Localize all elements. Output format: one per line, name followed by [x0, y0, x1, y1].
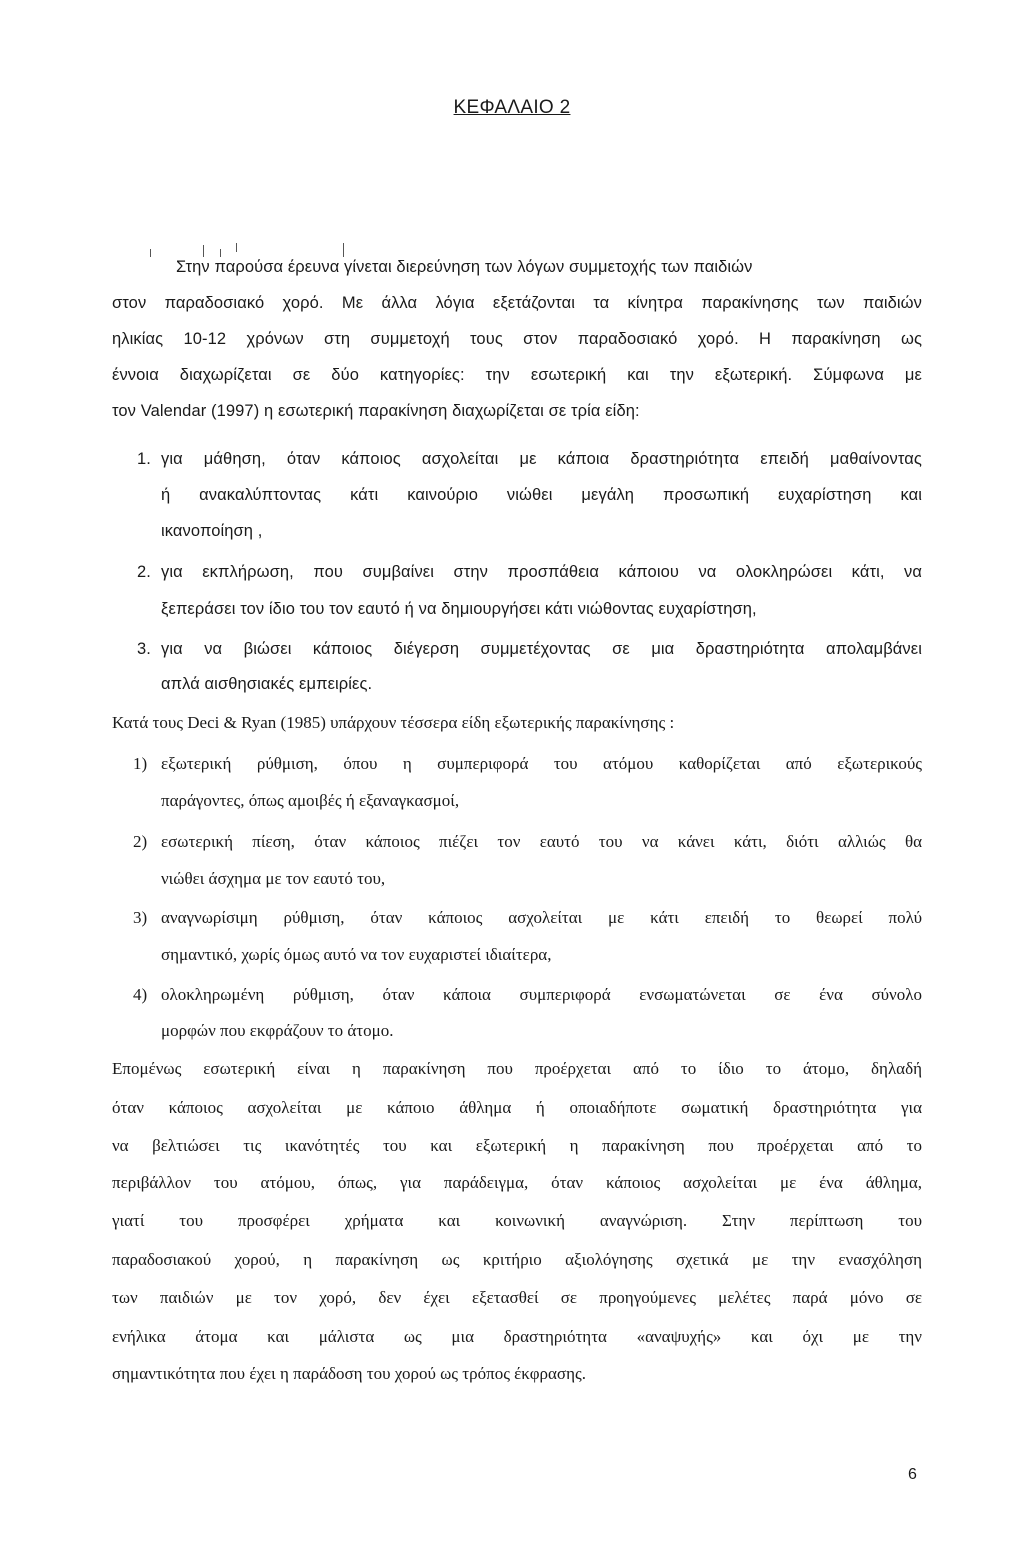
list-item-text: σημαντικό, χωρίς όμως αυτό να τον ευχαριστεί ιδιαίτερα,	[161, 945, 552, 964]
list-item-text: απλά αισθησιακές εμπειρίες.	[161, 675, 373, 693]
conclusion-line: των παιδιών με τον χορό, δεν έχει εξετασθεί σε προηγούμενες μελέτες παρά μόνο σε	[112, 1288, 922, 1307]
list-item-text: ολοκληρωμένη ρύθμιση, όταν κάποια συμπεριφορά ενσωματώνεται σε ένα σύνολο	[161, 985, 922, 1004]
list-item-text: για μάθηση, όταν κάποιος ασχολείται με κάποια δραστηριότητα επειδή μαθαίνοντας	[161, 450, 922, 468]
extrinsic-intro: Κατά τους Deci & Ryan (1985) υπάρχουν τέσσερα είδη εξωτερικής παρακίνησης :	[112, 713, 675, 732]
chapter-title: ΚΕΦΑΛΑΙΟ 2	[453, 97, 571, 118]
list-item-text: ξεπεράσει τον ίδιο του τον εαυτό ή να δημιουργήσει κάτι νιώθοντας ευχαρίστηση,	[161, 600, 757, 618]
list-item-text: ή ανακαλύπτοντας κάτι καινούριο νιώθει μεγάλη προσωπική ευχαρίστηση και	[161, 486, 922, 504]
list-item-text: για να βιώσει κάποιος διέγερση συμμετέχοντας σε μια δραστηριότητα απολαμβάνει	[161, 640, 922, 658]
conclusion-line: ενήλικα άτομα και μάλιστα ως μια δραστηριότητα «αναψυχής» και όχι με την	[112, 1327, 922, 1346]
list-item-number: 3)	[133, 908, 148, 927]
list-item-text: ικανοποίηση ,	[161, 522, 263, 540]
list-item-text: παράγοντες, όπως αμοιβές ή εξαναγκασμοί,	[161, 791, 460, 810]
list-item-number: 2.	[137, 563, 151, 581]
list-item-text: για εκπλήρωση, που συμβαίνει στην προσπάθεια κάποιου να ολοκληρώσει κάτι, να	[161, 563, 922, 581]
conclusion-line: Επομένως εσωτερική είναι η παρακίνηση που προέρχεται από το ίδιο το άτομο, δηλαδή	[112, 1059, 922, 1078]
list-item-text: μορφών που εκφράζουν το άτομο.	[161, 1021, 394, 1040]
page-number: 6	[908, 1466, 917, 1483]
list-item-number: 1)	[133, 754, 148, 773]
list-item-text: νιώθει άσχημα με τον εαυτό του,	[161, 869, 386, 888]
list-item-text: εξωτερική ρύθμιση, όπου η συμπεριφορά του ατόμου καθορίζεται από εξωτερικούς	[161, 754, 922, 773]
conclusion-line: παραδοσιακού χορού, η παρακίνηση ως κριτήριο αξιολόγησης σχετικά με την ενασχόληση	[112, 1250, 922, 1269]
list-item-text: αναγνωρίσιμη ρύθμιση, όταν κάποιος ασχολείται με κάτι επειδή το θεωρεί πολύ	[161, 908, 922, 927]
intro-line: τον Valendar (1997) η εσωτερική παρακίνηση διαχωρίζεται σε τρία είδη:	[112, 402, 640, 420]
list-item-number: 1.	[137, 450, 151, 468]
intro-line: έννοια διαχωρίζεται σε δύο κατηγορίες: την εσωτερική και την εξωτερική. Σύμφωνα με	[112, 366, 922, 384]
list-item-number: 2)	[133, 832, 148, 851]
intro-line: ηλικίας 10-12 χρόνων στη συμμετοχή τους στον παραδοσιακό χορό. Η παρακίνηση ως	[112, 330, 922, 348]
intro-line: Στην παρούσα έρευνα γίνεται διερεύνηση των λόγων συμμετοχής των παιδιών	[176, 258, 753, 276]
conclusion-line: γιατί του προσφέρει χρήματα και κοινωνική αναγνώριση. Στην περίπτωση του	[112, 1211, 922, 1230]
list-item-text: εσωτερική πίεση, όταν κάποιος πιέζει τον εαυτό του να κάνει κάτι, διότι αλλιώς θα	[161, 832, 922, 851]
scan-artifact-marks	[150, 243, 350, 257]
list-item-number: 3.	[137, 640, 151, 658]
conclusion-line: όταν κάποιος ασχολείται με κάποιο άθλημα ή οποιαδήποτε σωματική δραστηριότητα για	[112, 1098, 922, 1117]
intro-line: στον παραδοσιακό χορό. Με άλλα λόγια εξετάζονται τα κίνητρα παρακίνησης των παιδιών	[112, 294, 922, 312]
conclusion-line: σημαντικότητα που έχει η παράδοση του χορού ως τρόπος έκφρασης.	[112, 1364, 586, 1383]
list-item-number: 4)	[133, 985, 148, 1004]
conclusion-line: περιβάλλον του ατόμου, όπως, για παράδειγμα, όταν κάποιος ασχολείται με ένα άθλημα,	[112, 1173, 922, 1192]
conclusion-line: να βελτιώσει τις ικανότητές του και εξωτερική η παρακίνηση που προέρχεται από το	[112, 1136, 922, 1155]
